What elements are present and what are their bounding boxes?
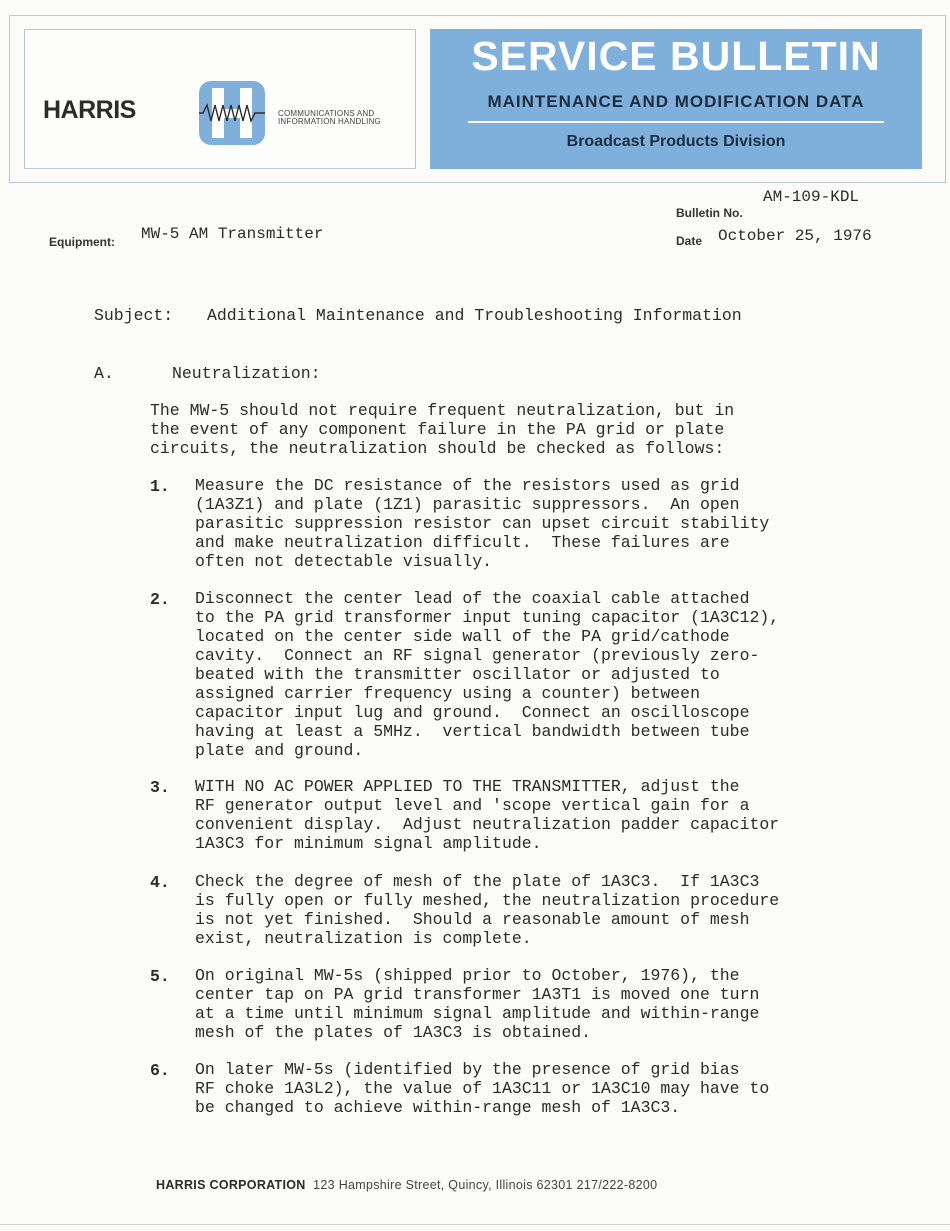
footer (156, 1178, 657, 1192)
item-line: having at least a 5MHz. vertical bandwidth between tube (195, 722, 750, 741)
item-line: cavity. Connect an RF signal generator (previously zero- (195, 646, 760, 665)
logo-panel (24, 29, 416, 169)
item-number: 2. (150, 590, 170, 609)
letterhead (9, 15, 946, 183)
bulletin-banner (430, 29, 922, 169)
item-number: 1. (150, 477, 170, 496)
bulletin-title: SERVICE BULLETIN (471, 33, 881, 79)
item-line: RF choke 1A3L2), the value of 1A3C11 or 1A3C10 may have to (195, 1079, 770, 1098)
footer-company: HARRIS CORPORATION (156, 1178, 306, 1192)
item-line: Check the degree of mesh of the plate of 1A3C3. If 1A3C3 (195, 872, 760, 891)
equipment-value: MW-5 AM Transmitter (141, 225, 324, 243)
tagline-line-2: INFORMATION HANDLING (278, 117, 381, 126)
item-line: WITH NO AC POWER APPLIED TO THE TRANSMITTER, adjust the (195, 777, 740, 796)
intro-line: circuits, the neutralization should be checked as follows: (150, 439, 725, 458)
item-line: often not detectable visually. (195, 552, 493, 571)
item-line: Disconnect the center lead of the coaxial cable attached (195, 589, 750, 608)
item-number: 4. (150, 873, 170, 892)
item-number: 3. (150, 778, 170, 797)
bulletin-number: AM-109-KDL (763, 188, 860, 206)
bulletin-subtitle: MAINTENANCE AND MODIFICATION DATA (487, 92, 865, 111)
item-number: 6. (150, 1061, 170, 1080)
harris-logo-icon (199, 81, 265, 145)
item-line: capacitor input lug and ground. Connect an oscilloscope (195, 703, 750, 722)
item-line: assigned carrier frequency using a counter) between (195, 684, 700, 703)
item-line: and make neutralization difficult. These failures are (195, 533, 730, 552)
item-line: plate and ground. (195, 741, 364, 760)
item-line: exist, neutralization is complete. (195, 929, 532, 948)
tagline-line-1: COMMUNICATIONS AND (278, 109, 375, 118)
item-line: mesh of the plates of 1A3C3 is obtained. (195, 1023, 592, 1042)
bulletin-number-label: Bulletin No. (676, 206, 743, 220)
item-line: be changed to achieve within-range mesh of 1A3C3. (195, 1098, 681, 1117)
item-line: is fully open or fully meshed, the neutralization procedure (195, 891, 780, 910)
item-line: at a time until minimum signal amplitude and within-range (195, 1004, 760, 1023)
item-line: RF generator output level and 'scope vertical gain for a (195, 796, 750, 815)
item-line: to the PA grid transformer input tuning capacitor (1A3C12), (195, 608, 780, 627)
date-value: October 25, 1976 (718, 227, 872, 245)
item-line: convenient display. Adjust neutralization padder capacitor (195, 815, 780, 834)
subject-text: Additional Maintenance and Troubleshooting Information (207, 306, 742, 325)
intro-line: the event of any component failure in the PA grid or plate (150, 420, 725, 439)
section-letter: A. (94, 364, 114, 383)
company-tagline (278, 110, 381, 126)
intro-line: The MW-5 should not require frequent neutralization, but in (150, 401, 735, 420)
division-name: Broadcast Products Division (566, 133, 786, 150)
banner-divider (468, 121, 884, 123)
item-number: 5. (150, 967, 170, 986)
page-edge (0, 1224, 950, 1225)
date-label: Date (676, 234, 703, 248)
item-line: Measure the DC resistance of the resistors used as grid (195, 476, 740, 495)
company-name: HARRIS (43, 96, 136, 124)
subject-label: Subject: (94, 306, 174, 325)
item-line: 1A3C3 for minimum signal amplitude. (195, 834, 542, 853)
footer-address: 123 Hampshire Street, Quincy, Illinois 62301 217/222-8200 (313, 1178, 658, 1192)
item-line: (1A3Z1) and plate (1Z1) parasitic suppressors. An open (195, 495, 740, 514)
item-line: located on the center side wall of the PA grid/cathode (195, 627, 730, 646)
item-line: is not yet finished. Should a reasonable amount of mesh (195, 910, 750, 929)
item-line: parasitic suppression resistor can upset circuit stability (195, 514, 770, 533)
item-line: On later MW-5s (identified by the presence of grid bias (195, 1060, 740, 1079)
section-title: Neutralization: (172, 364, 321, 383)
item-line: beated with the transmitter oscillator or adjusted to (195, 665, 720, 684)
equipment-label: Equipment: (49, 235, 115, 249)
item-line: center tap on PA grid transformer 1A3T1 is moved one turn (195, 985, 760, 1004)
item-line: On original MW-5s (shipped prior to October, 1976), the (195, 966, 740, 985)
